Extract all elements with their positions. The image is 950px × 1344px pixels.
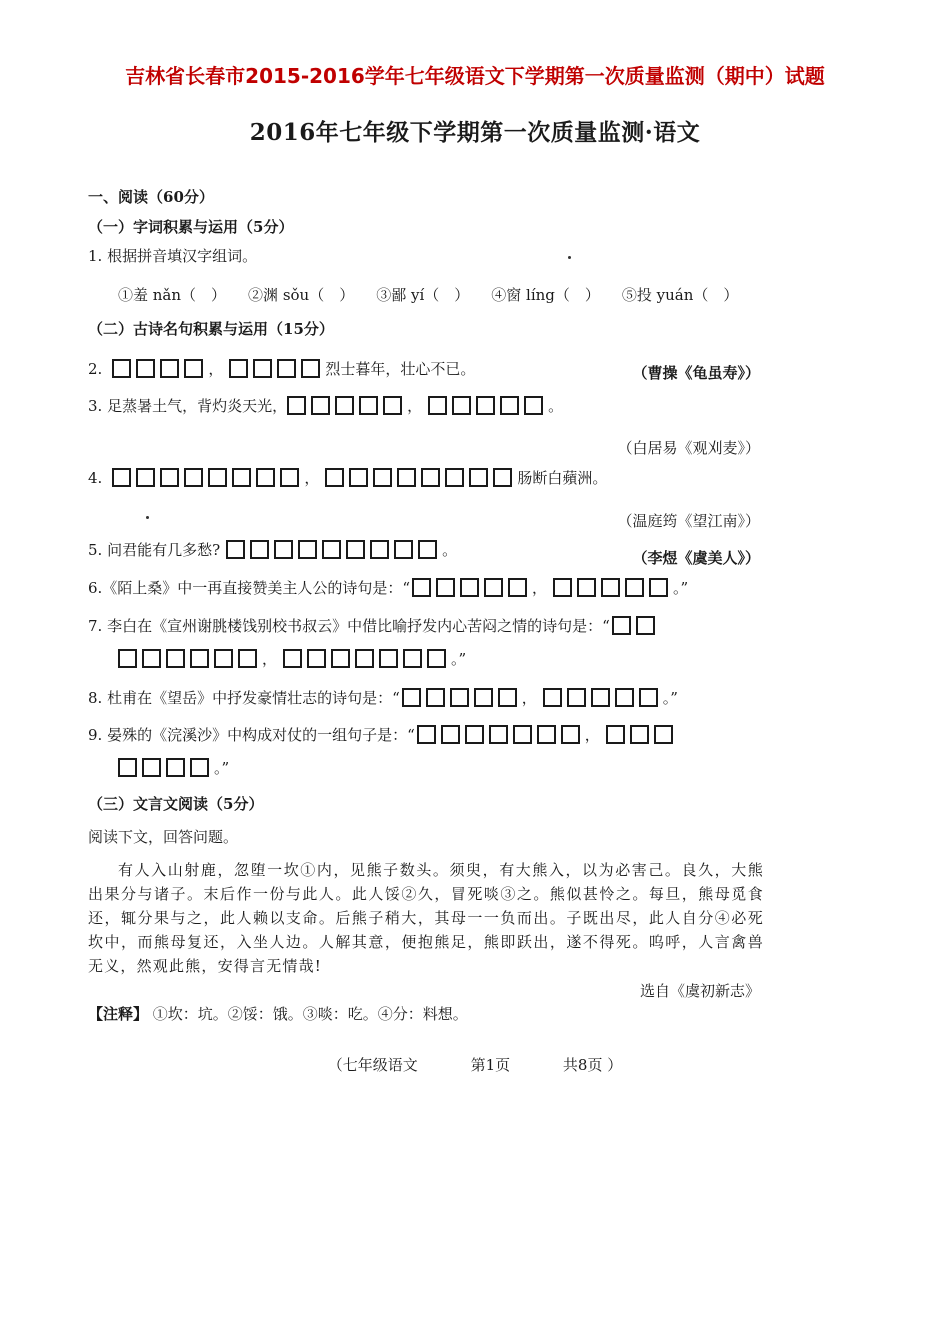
question-7-continued	[118, 648, 466, 669]
answer-box[interactable]	[474, 688, 493, 707]
answer-box[interactable]	[460, 578, 479, 597]
answer-box[interactable]	[256, 468, 275, 487]
answer-box[interactable]	[402, 688, 421, 707]
answer-box[interactable]	[649, 578, 668, 597]
answer-box[interactable]	[214, 649, 233, 668]
question-4	[88, 467, 607, 488]
question-5	[88, 539, 457, 560]
answer-box[interactable]	[452, 396, 471, 415]
answer-box[interactable]	[418, 540, 437, 559]
punctuation: ，	[304, 469, 320, 487]
answer-box[interactable]	[283, 649, 302, 668]
reading-instruction: 阅读下文，回答问题。	[88, 828, 239, 846]
answer-box[interactable]	[397, 468, 416, 487]
pinyin-items	[118, 284, 738, 305]
close-quote: 。”	[451, 650, 467, 668]
question-text: 7. 李白在《宣州谢朓楼饯别校书叔云》中借比喻抒发内心苦闷之情的诗句是：	[88, 617, 603, 635]
answer-box[interactable]	[280, 468, 299, 487]
question-9-continued	[118, 757, 229, 778]
part1-heading: （一）字词积累与运用（5分）	[88, 218, 294, 236]
annotation-notes	[88, 1003, 468, 1024]
answer-box[interactable]	[208, 468, 227, 487]
question-1: 1. 根据拼音填汉字组词。	[88, 247, 258, 265]
question-number: 2.	[88, 359, 103, 378]
answer-box[interactable]	[450, 688, 469, 707]
passage-source: 选自《虞初新志》	[639, 982, 760, 1000]
answer-box[interactable]	[253, 359, 272, 378]
answer-box[interactable]	[417, 725, 436, 744]
answer-box[interactable]	[436, 578, 455, 597]
page-footer	[0, 1054, 950, 1075]
verse-tail: 烈士暮年，壮心不已。	[325, 360, 476, 378]
question-3	[88, 395, 563, 416]
answer-box[interactable]	[469, 468, 488, 487]
punctuation: 。	[548, 397, 564, 415]
question-8	[88, 687, 678, 708]
answer-box[interactable]	[543, 688, 562, 707]
answer-box[interactable]	[335, 396, 354, 415]
question-text: 5. 问君能有几多愁?	[88, 541, 221, 559]
answer-box[interactable]	[298, 540, 317, 559]
pinyin-item: ⑤投 yuán（ ）	[621, 286, 739, 304]
classical-passage: 有人入山射鹿，忽堕一坎①内，见熊子数头。须臾，有大熊入，以为必害己。良久，大熊出果分与诸子。末后作一份与此人。此人馁②久，冒死啖③之。熊似甚怜之。每旦，熊母觅食还，辄分果与之，此人赖以支命。后熊子稍大，其母一一负而出。子既出尽，此人自分④必死坎中，而熊母复还，入坐人边。人解其意，便抱熊足，熊即跃出，遂不得死。呜呼，人言禽兽无义，然观此熊，安得言无情哉!	[88, 861, 764, 975]
answer-box[interactable]	[630, 725, 649, 744]
answer-box[interactable]	[636, 616, 655, 635]
answer-box[interactable]	[567, 688, 586, 707]
answer-box[interactable]	[421, 468, 440, 487]
answer-box[interactable]	[606, 725, 625, 744]
answer-box[interactable]	[465, 725, 484, 744]
question-text: 8. 杜甫在《望岳》中抒发豪情壮志的诗句是：	[88, 689, 393, 707]
document-banner-title: 吉林省长春市2015-2016学年七年级语文下学期第一次质量监测（期中）试题	[125, 64, 825, 88]
answer-box[interactable]	[349, 468, 368, 487]
punctuation: ，	[407, 397, 423, 415]
answer-box[interactable]	[112, 468, 131, 487]
close-quote: 。”	[214, 759, 230, 777]
answer-box[interactable]	[355, 649, 374, 668]
answer-box[interactable]	[561, 725, 580, 744]
source-citation: （李煜《虞美人》）	[632, 549, 760, 567]
question-9	[88, 724, 678, 745]
question-text: 3. 足蒸暑土气，背灼炎天光，	[88, 397, 288, 415]
answer-box[interactable]	[118, 649, 137, 668]
answer-box[interactable]	[277, 359, 296, 378]
answer-box[interactable]	[476, 396, 495, 415]
footer-total-pages: 共8页 ）	[562, 1056, 623, 1074]
answer-box[interactable]	[190, 649, 209, 668]
punctuation: ，	[584, 726, 600, 744]
close-quote: 。”	[662, 689, 678, 707]
source-citation: （白居易《观刈麦》）	[617, 439, 760, 457]
answer-box[interactable]	[232, 468, 251, 487]
punctuation: ，	[262, 650, 278, 668]
question-text: 6.《陌上桑》中一再直接赞美主人公的诗句是：	[88, 579, 403, 597]
answer-box[interactable]	[301, 359, 320, 378]
question-7	[88, 615, 660, 636]
answer-box[interactable]	[287, 396, 306, 415]
answer-box[interactable]	[427, 649, 446, 668]
answer-box[interactable]	[445, 468, 464, 487]
pinyin-item: ②渊 sǒu（ ）	[248, 286, 355, 304]
footer-page-number: 第1页	[470, 1056, 511, 1074]
verse-tail: 肠断白蘋洲。	[517, 469, 608, 487]
answer-box[interactable]	[118, 758, 137, 777]
open-quote: “	[407, 725, 415, 744]
answer-box[interactable]	[322, 540, 341, 559]
answer-box[interactable]	[184, 359, 203, 378]
notes-text: ①坎：坑。②馁：饿。③啖：吃。④分：料想。	[152, 1005, 468, 1023]
part3-heading: （三）文言文阅读（5分）	[88, 795, 264, 813]
answer-box[interactable]	[359, 396, 378, 415]
close-quote: 。”	[673, 579, 689, 597]
answer-box[interactable]	[508, 578, 527, 597]
answer-box[interactable]	[307, 649, 326, 668]
answer-box[interactable]	[250, 540, 269, 559]
answer-box[interactable]	[577, 578, 596, 597]
answer-box[interactable]	[625, 578, 644, 597]
answer-box[interactable]	[160, 359, 179, 378]
exam-title: 2016年七年级下学期第一次质量监测·语文	[249, 119, 701, 146]
answer-box[interactable]	[493, 468, 512, 487]
answer-box[interactable]	[537, 725, 556, 744]
answer-box[interactable]	[591, 688, 610, 707]
answer-box[interactable]	[142, 649, 161, 668]
answer-box[interactable]	[484, 578, 503, 597]
answer-box[interactable]	[370, 540, 389, 559]
answer-box[interactable]	[426, 688, 445, 707]
answer-box[interactable]	[428, 396, 447, 415]
open-quote: “	[392, 688, 400, 707]
notes-label: 【注释】	[88, 1005, 149, 1023]
scan-speck	[568, 256, 571, 259]
punctuation: ，	[208, 360, 224, 378]
answer-box[interactable]	[112, 359, 131, 378]
answer-box[interactable]	[441, 725, 460, 744]
open-quote: “	[602, 616, 610, 635]
answer-box[interactable]	[229, 359, 248, 378]
punctuation: 。	[442, 541, 458, 559]
section-reading-heading: 一、阅读（60分）	[88, 188, 214, 206]
answer-box[interactable]	[166, 649, 185, 668]
answer-box[interactable]	[136, 468, 155, 487]
answer-box[interactable]	[601, 578, 620, 597]
question-6	[88, 577, 688, 598]
answer-box[interactable]	[615, 688, 634, 707]
open-quote: “	[402, 578, 410, 597]
answer-box[interactable]	[274, 540, 293, 559]
answer-box[interactable]	[612, 616, 631, 635]
answer-box[interactable]	[238, 649, 257, 668]
pinyin-item: ④窗 líng（ ）	[491, 286, 600, 304]
pinyin-item: ③鄙 yí（ ）	[376, 286, 470, 304]
answer-box[interactable]	[346, 540, 365, 559]
answer-box[interactable]	[226, 540, 245, 559]
source-citation: （曹操《龟虽寿》）	[632, 364, 760, 382]
answer-box[interactable]	[500, 396, 519, 415]
answer-box[interactable]	[190, 758, 209, 777]
answer-box[interactable]	[553, 578, 572, 597]
part2-heading: （二）古诗名句积累与运用（15分）	[88, 320, 334, 338]
answer-box[interactable]	[325, 468, 344, 487]
question-2	[88, 358, 475, 379]
answer-box[interactable]	[394, 540, 413, 559]
punctuation: ，	[521, 689, 537, 707]
answer-box[interactable]	[373, 468, 392, 487]
scan-speck	[146, 516, 149, 519]
answer-box[interactable]	[403, 649, 422, 668]
answer-box[interactable]	[412, 578, 431, 597]
answer-box[interactable]	[311, 396, 330, 415]
answer-box[interactable]	[379, 649, 398, 668]
answer-box[interactable]	[513, 725, 532, 744]
answer-box[interactable]	[639, 688, 658, 707]
answer-box[interactable]	[654, 725, 673, 744]
answer-box[interactable]	[142, 758, 161, 777]
answer-box[interactable]	[166, 758, 185, 777]
question-number: 4.	[88, 468, 103, 487]
question-text: 9. 晏殊的《浣溪沙》中构成对仗的一组句子是：	[88, 726, 408, 744]
answer-box[interactable]	[136, 359, 155, 378]
answer-box[interactable]	[383, 396, 402, 415]
answer-box[interactable]	[184, 468, 203, 487]
answer-box[interactable]	[524, 396, 543, 415]
answer-box[interactable]	[331, 649, 350, 668]
source-citation: （温庭筠《望江南》）	[617, 512, 760, 530]
answer-box[interactable]	[160, 468, 179, 487]
footer-subject: （七年级语文	[327, 1056, 418, 1074]
punctuation: ，	[532, 579, 548, 597]
answer-box[interactable]	[489, 725, 508, 744]
answer-box[interactable]	[498, 688, 517, 707]
pinyin-item: ①羞 nǎn（ ）	[118, 286, 227, 304]
